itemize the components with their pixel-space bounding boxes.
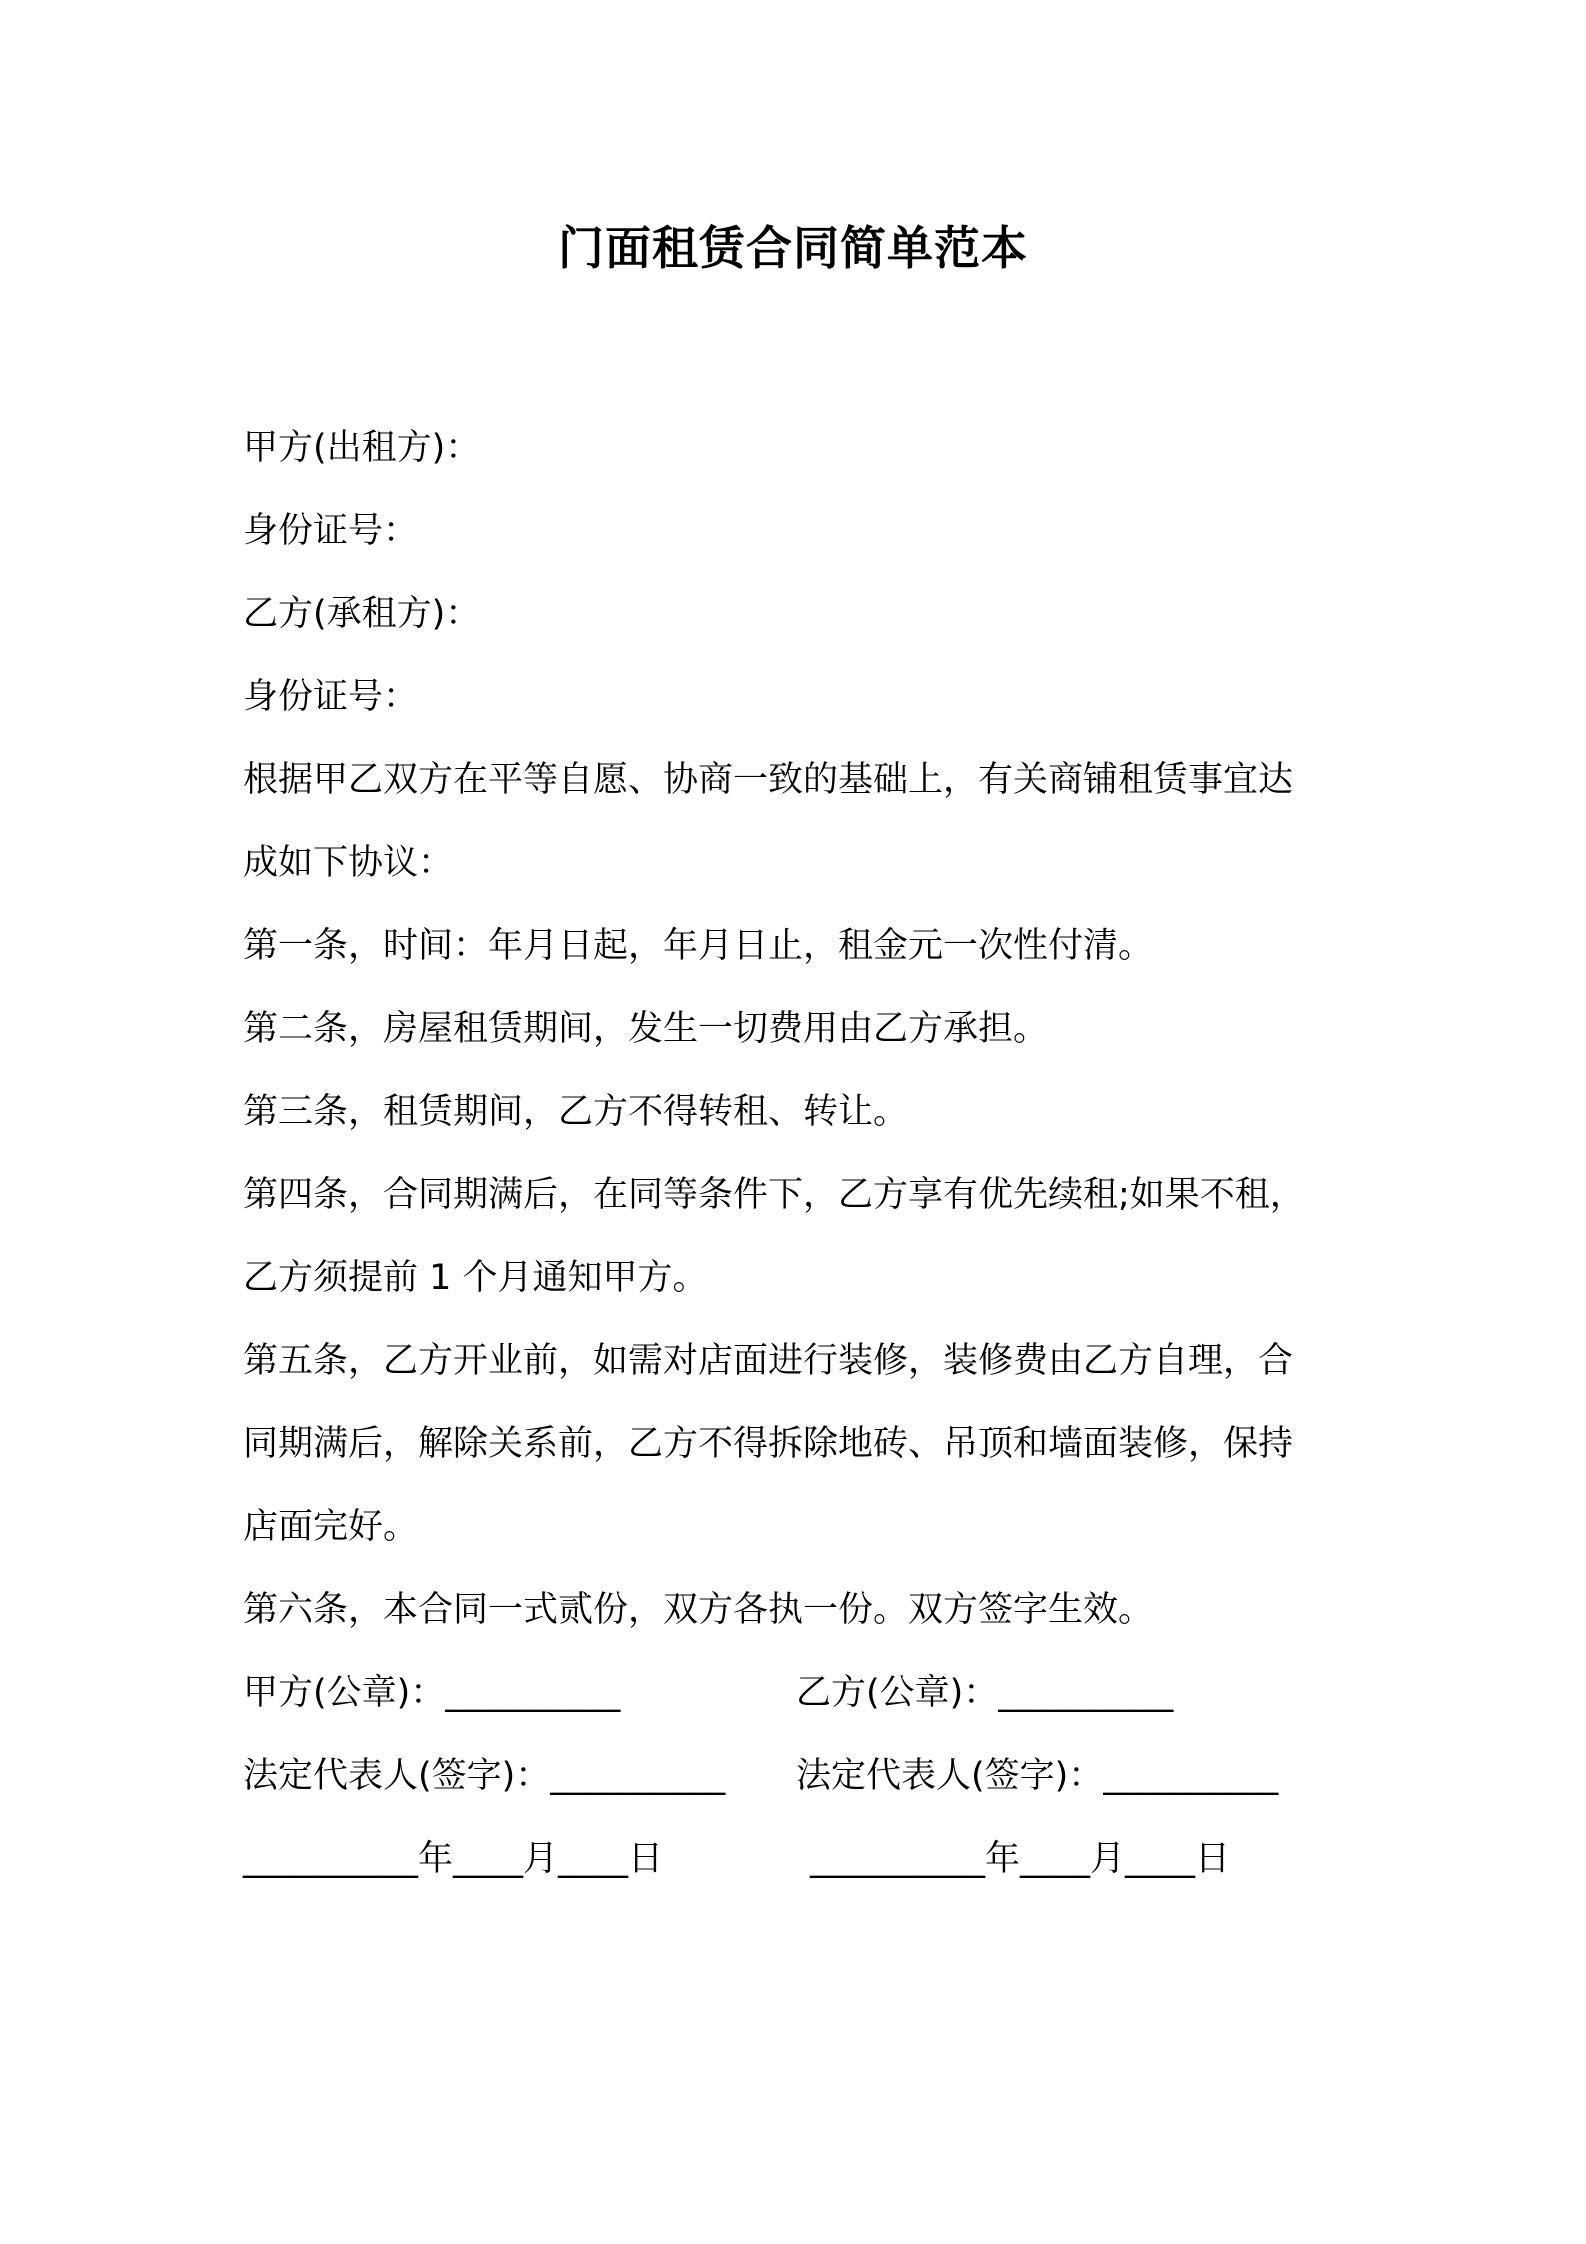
document-title: 门面租赁合同简单范本 [558, 221, 1028, 275]
party-a-line: 甲方(出租方)： [243, 428, 481, 468]
contract-body [243, 407, 1363, 1652]
preamble-line-1: 根据甲乙双方在平等自愿、协商一致的基础上，有关商铺租赁事宜达 [243, 760, 1294, 800]
clause-4-line-2: 乙方须提前 1 个月通知甲方。 [243, 1258, 708, 1298]
party-a-id-line: 身份证号： [243, 511, 419, 551]
clause-4-line-1: 第四条，合同期满后，在同等条件下，乙方享有优先续租;如果不租， [243, 1175, 1305, 1215]
clause-2: 第二条，房屋租赁期间，发生一切费用由乙方承担。 [243, 1009, 1049, 1049]
preamble-line-2: 成如下协议： [243, 843, 454, 883]
party-a-representative-field: 法定代表人(签字)：__________ [243, 1756, 726, 1796]
party-b-representative-field: 法定代表人(签字)：__________ [796, 1756, 1279, 1796]
party-b-line: 乙方(承租方)： [243, 594, 481, 634]
party-b-date-field: __________年____月____日 [810, 1839, 1231, 1879]
party-b-seal-field: 乙方(公章)：__________ [796, 1673, 1174, 1713]
clause-5-line-2: 同期满后，解除关系前，乙方不得拆除地砖、吊顶和墙面装修，保持 [243, 1424, 1294, 1464]
clause-5-line-1: 第五条，乙方开业前，如需对店面进行装修，装修费由乙方自理，合 [243, 1341, 1294, 1381]
clause-6: 第六条，本合同一式贰份，双方各执一份。双方签字生效。 [243, 1590, 1154, 1630]
party-b-id-line: 身份证号： [243, 677, 419, 717]
clause-1: 第一条，时间：年月日起，年月日止，租金元一次性付清。 [243, 926, 1154, 966]
party-a-date-field: __________年____月____日 [243, 1839, 664, 1879]
clause-5-line-3: 店面完好。 [243, 1507, 419, 1547]
clause-3: 第三条，租赁期间，乙方不得转租、转让。 [243, 1092, 909, 1132]
party-a-seal-field: 甲方(公章)：__________ [243, 1673, 621, 1713]
